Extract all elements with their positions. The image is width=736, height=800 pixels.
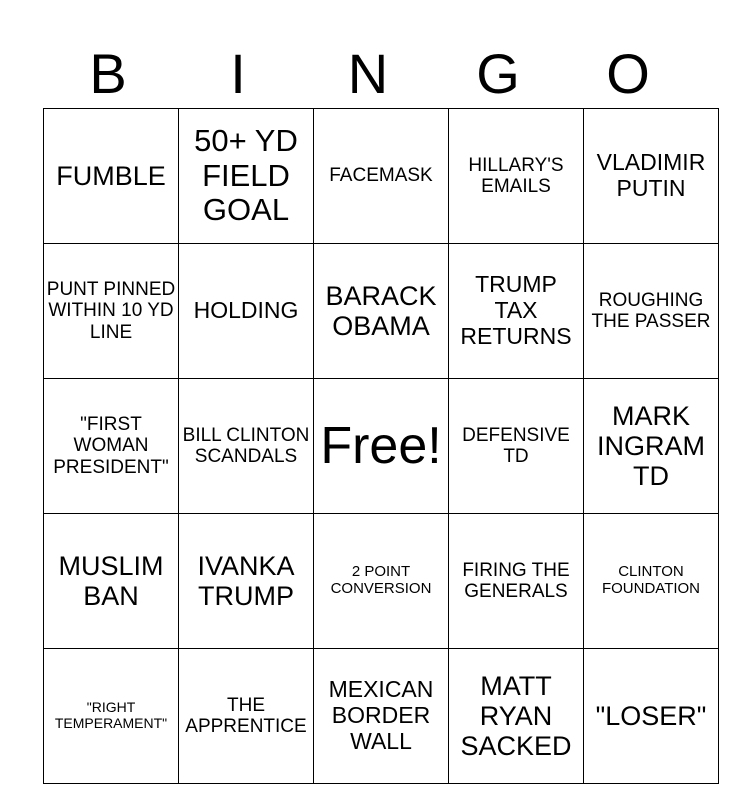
bingo-cell[interactable]: BILL CLINTON SCANDALS [179, 379, 314, 514]
bingo-cell[interactable]: FIRING THE GENERALS [449, 514, 584, 649]
bingo-cell[interactable]: MEXICAN BORDER WALL [314, 649, 449, 784]
bingo-cell[interactable]: 50+ YD FIELD GOAL [179, 109, 314, 244]
grid-row [44, 244, 719, 379]
header-letter-o: O [606, 42, 650, 105]
bingo-cell[interactable]: DEFENSIVE TD [449, 379, 584, 514]
bingo-cell[interactable]: HILLARY'S EMAILS [449, 109, 584, 244]
header-letter-n: N [347, 42, 389, 105]
grid-row [44, 379, 719, 514]
grid-row [44, 514, 719, 649]
bingo-cell[interactable]: "FIRST WOMAN PRESIDENT" [44, 379, 179, 514]
bingo-cell[interactable]: HOLDING [179, 244, 314, 379]
bingo-cell[interactable]: MATT RYAN SACKED [449, 649, 584, 784]
bingo-cell[interactable]: 2 POINT CONVERSION [314, 514, 449, 649]
header-letter-b: B [89, 42, 127, 105]
bingo-cell[interactable]: PUNT PINNED WITHIN 10 YD LINE [44, 244, 179, 379]
bingo-cell[interactable]: "LOSER" [584, 649, 719, 784]
bingo-cell[interactable]: TRUMP TAX RETURNS [449, 244, 584, 379]
bingo-cell[interactable]: "RIGHT TEMPERAMENT" [44, 649, 179, 784]
header-letter-g: G [476, 42, 520, 105]
grid-row [44, 109, 719, 244]
free-space[interactable]: Free! [314, 379, 449, 514]
bingo-cell[interactable]: FUMBLE [44, 109, 179, 244]
bingo-cell[interactable]: CLINTON FOUNDATION [584, 514, 719, 649]
bingo-cell[interactable]: BARACK OBAMA [314, 244, 449, 379]
bingo-cell[interactable]: VLADIMIR PUTIN [584, 109, 719, 244]
bingo-grid [43, 108, 719, 784]
bingo-cell[interactable]: IVANKA TRUMP [179, 514, 314, 649]
bingo-cell[interactable]: MARK INGRAM TD [584, 379, 719, 514]
grid-row [44, 649, 719, 784]
bingo-header [43, 40, 693, 108]
bingo-cell[interactable]: ROUGHING THE PASSER [584, 244, 719, 379]
bingo-cell[interactable]: THE APPRENTICE [179, 649, 314, 784]
bingo-cell[interactable]: MUSLIM BAN [44, 514, 179, 649]
bingo-cell[interactable]: FACEMASK [314, 109, 449, 244]
header-letter-i: I [230, 42, 246, 105]
